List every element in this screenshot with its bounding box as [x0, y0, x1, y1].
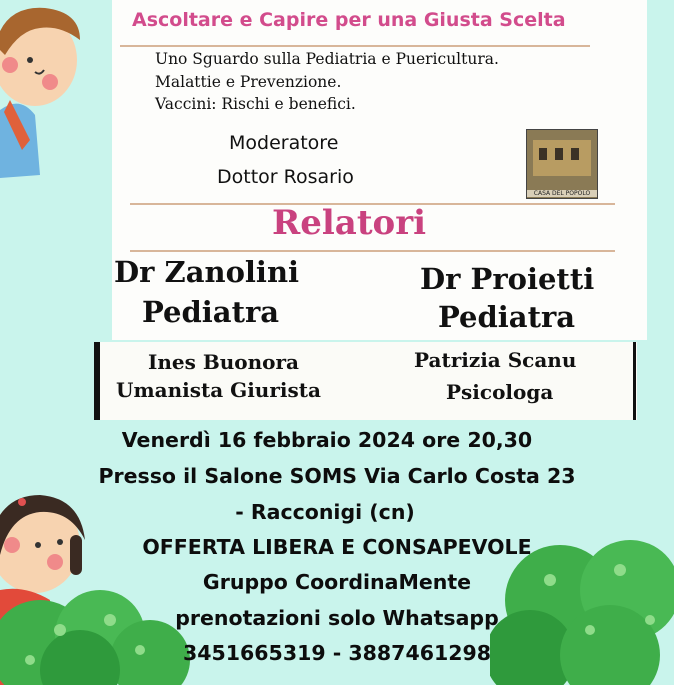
guest-name: Ines Buonora	[148, 350, 300, 374]
event-organizer: Gruppo CoordinaMente	[202, 570, 472, 594]
speaker-name: Dr Proietti	[420, 262, 595, 296]
guest-role: Psicologa	[446, 380, 554, 404]
event-date: Venerdì 16 febbraio 2024 ore 20,30	[121, 428, 533, 452]
speaker-role: Pediatra	[142, 295, 280, 329]
moderator-name: Dottor Rosario	[217, 166, 354, 188]
panel-border	[94, 342, 100, 420]
logo-caption: CASA DEL POPOLO	[527, 190, 597, 197]
poster-title: Ascoltare e Capire per una Giusta Scelta	[132, 9, 566, 31]
panel-border	[633, 342, 636, 420]
event-booking: prenotazioni solo Whatsapp	[175, 606, 499, 630]
speaker-name: Dr Zanolini	[114, 255, 300, 289]
casa-del-popolo-logo	[526, 129, 598, 199]
subtitle-line: Uno Sguardo sulla Pediatria e Puericultura.	[155, 50, 499, 68]
guest-role: Umanista Giurista	[116, 378, 321, 402]
speakers-heading: Relatori	[272, 203, 427, 243]
event-venue: Presso il Salone SOMS Via Carlo Costa 23	[98, 464, 576, 488]
speaker-role: Pediatra	[438, 300, 576, 334]
moderator-label: Moderatore	[229, 132, 339, 154]
divider	[130, 250, 615, 252]
building-icon	[533, 140, 591, 176]
event-offer: OFFERTA LIBERA E CONSAPEVOLE	[142, 535, 532, 559]
boy-illustration	[0, 0, 90, 180]
subtitle-line: Malattie e Prevenzione.	[155, 73, 342, 91]
event-phones: 3451665319 - 3887461298	[182, 641, 492, 665]
guest-name: Patrizia Scanu	[414, 348, 577, 372]
event-city: - Racconigi (cn)	[235, 500, 415, 524]
subtitle-line: Vaccini: Rischi e benefici.	[155, 95, 356, 113]
divider	[120, 45, 590, 47]
